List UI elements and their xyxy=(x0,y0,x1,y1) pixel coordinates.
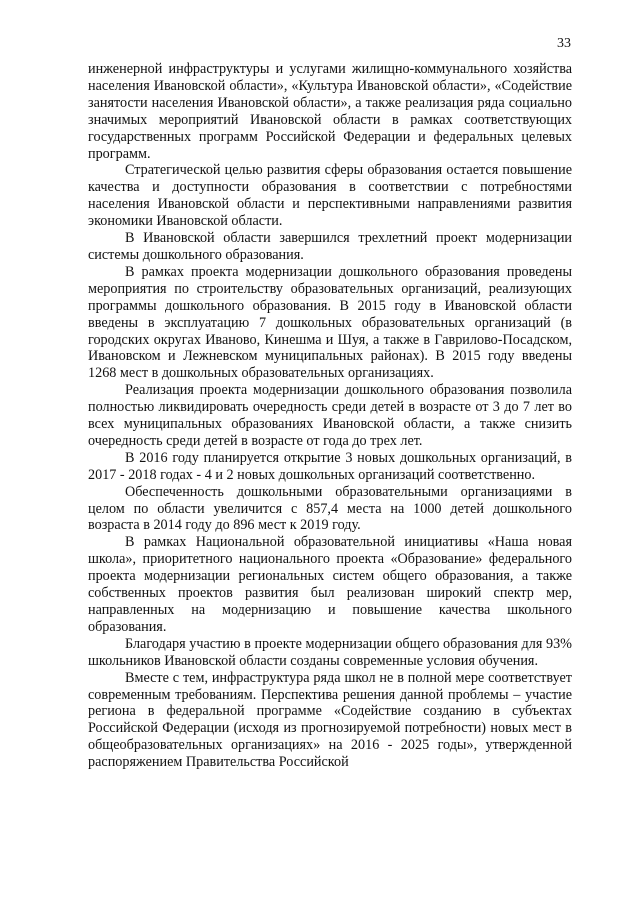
document-body xyxy=(88,61,572,771)
paragraph: В 2016 году планируется открытие 3 новых дошкольных организаций, в 2017 - 2018 годах - 4 и 2 новых дошкольных организаций соответственно. xyxy=(88,449,572,483)
page-number: 33 xyxy=(557,36,571,51)
paragraph: инженерной инфраструктуры и услугами жилищно-коммунального хозяйства населения Ивановской области», «Культура Ивановской области», «Содействие занятости населения Ивановской области», а также реализация ряда социально значимых мероприятий Ивановской области в рамках соответствующих государственных программ Российской Федерации и федеральных целевых программ. xyxy=(88,61,572,162)
paragraph: В Ивановской области завершился трехлетний проект модернизации системы дошкольного образования. xyxy=(88,230,572,263)
paragraph: Реализация проекта модернизации дошкольного образования позволила полностью ликвидировать очередность среди детей в возрасте от 3 до 7 лет во всех муниципальных образованиях Ивановской области, а также снизить очередность среди детей в возрасте от года до трех лет. xyxy=(88,382,572,449)
paragraph: В рамках Национальной образовательной инициативы «Наша новая школа», приоритетного национального проекта «Образование» федерального проекта модернизации региональных систем общего образования, а также собственных проектов развития был реализован широкий спектр мер, направленных на модернизацию и повышение качества школьного образования. xyxy=(88,534,572,635)
paragraph: Вместе с тем, инфраструктура ряда школ не в полной мере соответствует современным требованиям. Перспектива решения данной проблемы – участие региона в федеральной программе «Содействие созданию в субъектах Российской Федерации (исходя из прогнозируемой потребности) новых мест в общеобразовательных организациях» на 2016 - 2025 годы», утвержденной распоряжением Правительства Российской xyxy=(88,669,572,771)
paragraph: Стратегической целью развития сферы образования остается повышение качества и доступности образования в соответствии с потребностями населения Ивановской области и перспективными направлениями развития экономики Ивановской области. xyxy=(88,162,572,230)
paragraph: В рамках проекта модернизации дошкольного образования проведены мероприятия по строительству образовательных организаций, реализующих программы дошкольного образования. В 2015 году в Ивановской области введены в эксплуатацию 7 дошкольных образовательных организаций (в городских округах Иваново, Кинешма и Шуя, а также в Гаврилово-Посадском, Ивановском и Лежневском муниципальных районах). В 2015 году введены 1268 мест в дошкольных образовательных организациях. xyxy=(88,263,572,382)
paragraph: Благодаря участию в проекте модернизации общего образования для 93% школьников Ивановской области созданы современные условия обучения. xyxy=(88,635,572,669)
paragraph: Обеспеченность дошкольными образовательными организациями в целом по области увеличится с 857,4 места на 1000 детей дошкольного возраста в 2014 году до 896 мест к 2019 году. xyxy=(88,483,572,534)
